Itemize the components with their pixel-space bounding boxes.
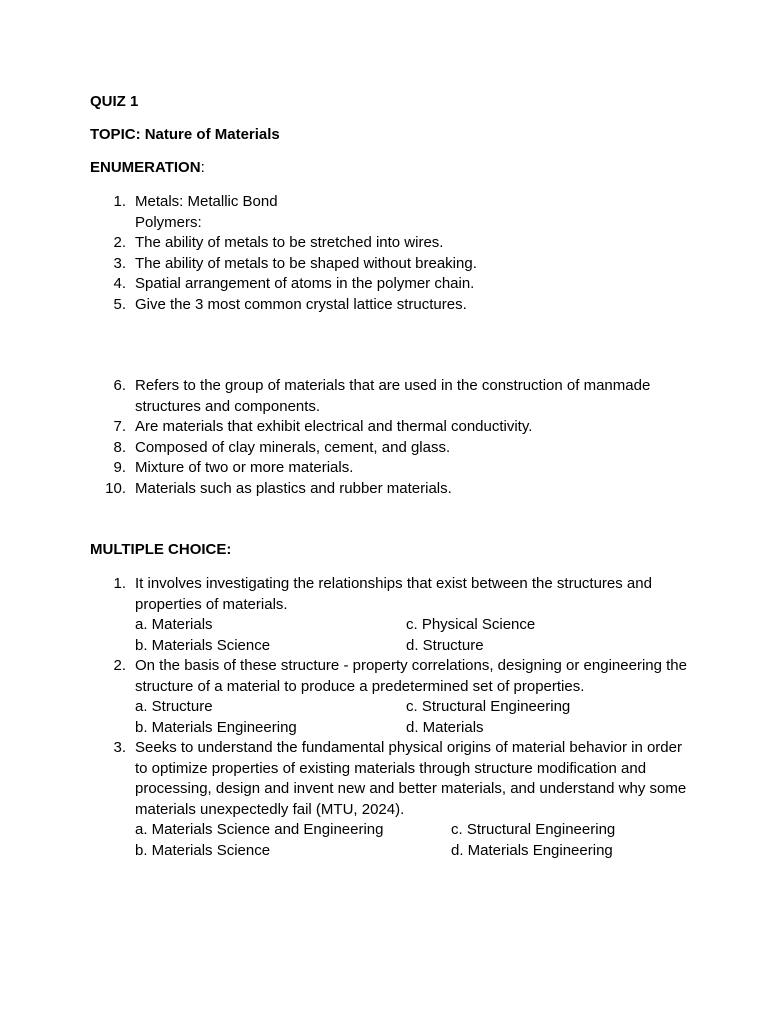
- enumeration-item-8: [0, 438, 768, 459]
- enumeration-list-b: [0, 376, 768, 499]
- item-text: Metals: Metallic Bond: [135, 193, 278, 210]
- enumeration-item-5: [0, 295, 768, 316]
- item-number: 1.: [113, 193, 126, 210]
- choice-d: d. Materials Engineering: [451, 841, 613, 859]
- enumeration-item-7: [0, 417, 768, 438]
- item-number: 10.: [105, 479, 126, 497]
- enumeration-item-1-sub: Polymers:: [135, 213, 202, 231]
- enumeration-heading-label: ENUMERATION: [90, 159, 201, 176]
- enumeration-heading-colon: :: [200, 159, 205, 176]
- choice-a: a. Materials Science and Engineering: [135, 821, 384, 838]
- question-number: 2.: [113, 657, 126, 674]
- item-text: Are materials that exhibit electrical and thermal conductivity.: [135, 418, 533, 435]
- enumeration-item-1: [0, 192, 768, 213]
- enumeration-item-10: [0, 479, 768, 500]
- multiple-choice-heading: MULTIPLE CHOICE:: [90, 541, 232, 558]
- item-text: Materials such as plastics and rubber materials.: [135, 479, 452, 497]
- enumeration-item-3: [0, 254, 768, 275]
- choice-a: a. Structure: [135, 698, 213, 715]
- item-number: 4.: [113, 275, 126, 292]
- item-number: 9.: [113, 459, 126, 476]
- item-number: 2.: [113, 234, 126, 251]
- quiz-title: QUIZ 1: [90, 93, 139, 110]
- enumeration-item-9: [0, 458, 768, 479]
- item-number: 5.: [113, 295, 126, 313]
- item-text: Refers to the group of materials that are used in the construction of manmade structures and components.: [135, 377, 651, 415]
- enumeration-heading: [90, 158, 205, 178]
- item-text: Give the 3 most common crystal lattice structures.: [135, 295, 467, 313]
- mc-question-1: [0, 574, 768, 615]
- question-text: It involves investigating the relationships that exist between the structures and properties of materials.: [135, 575, 652, 613]
- choice-b: b. Materials Engineering: [135, 718, 297, 736]
- item-text: The ability of metals to be stretched into wires.: [135, 234, 444, 251]
- item-number: 3.: [113, 254, 126, 272]
- mc-question-1-choices: [135, 615, 695, 656]
- choice-d: d. Materials: [406, 718, 484, 736]
- choice-d: d. Structure: [406, 636, 484, 654]
- quiz-topic: TOPIC: Nature of Materials: [90, 126, 280, 143]
- choice-c: c. Physical Science: [406, 616, 536, 633]
- item-number: 6.: [113, 377, 126, 394]
- choice-b: b. Materials Science: [135, 841, 271, 859]
- choice-c: c. Structural Engineering: [406, 698, 571, 715]
- item-text: Composed of clay minerals, cement, and glass.: [135, 438, 451, 456]
- question-number: 3.: [113, 739, 126, 756]
- item-number: 8.: [113, 438, 126, 456]
- choice-b: b. Materials Science: [135, 636, 271, 654]
- item-text: Spatial arrangement of atoms in the polymer chain.: [135, 275, 475, 292]
- question-text: Seeks to understand the fundamental physical origins of material behavior in order to optimize properties of existing materials through structure modification and processing, design and invent new and better materials, and understand why some materials unexpectedly fail (MTU, 2024).: [135, 739, 687, 818]
- question-number: 1.: [113, 575, 126, 592]
- mc-question-3: [0, 738, 768, 820]
- enumeration-item-6: [0, 376, 768, 417]
- enumeration-item-2: [0, 233, 768, 254]
- choice-c: c. Structural Engineering: [451, 821, 616, 838]
- item-number: 7.: [113, 418, 126, 435]
- multiple-choice-list: [0, 574, 768, 861]
- mc-question-2: [0, 656, 768, 697]
- item-text: The ability of metals to be shaped without breaking.: [135, 254, 477, 272]
- enumeration-item-4: [0, 274, 768, 295]
- question-text: On the basis of these structure - property correlations, designing or engineering the structure of a material to produce a predetermined set of properties.: [135, 657, 687, 695]
- choice-a: a. Materials: [135, 616, 213, 633]
- item-text: Mixture of two or more materials.: [135, 459, 354, 476]
- mc-question-3-choices: [135, 820, 695, 861]
- mc-question-2-choices: [135, 697, 695, 738]
- enumeration-list-a: [0, 192, 768, 315]
